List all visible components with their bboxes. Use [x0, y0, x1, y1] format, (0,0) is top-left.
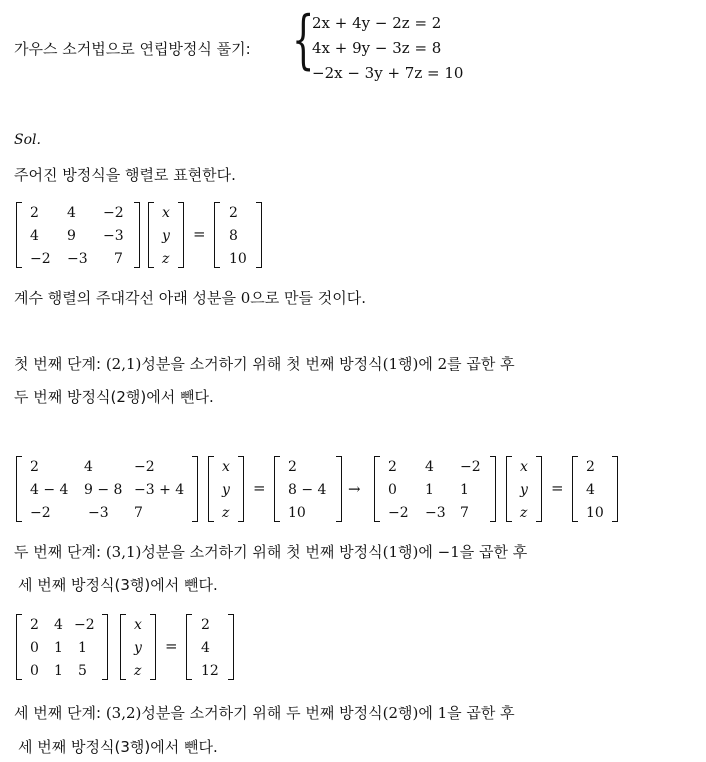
- matrix-cell: 2: [30, 205, 39, 221]
- step1-title: 첫 번째 단계:: [14, 355, 102, 373]
- matrix-cell: 7: [134, 505, 143, 521]
- goal-text-post: 으로 만들 것이다.: [250, 289, 367, 307]
- vector-cell: 10: [586, 505, 604, 521]
- matrix-cell: −3: [88, 505, 109, 521]
- matrix-cell: −3: [103, 228, 124, 244]
- matrix-cell: 4: [30, 228, 39, 244]
- vector-cell: x: [222, 459, 230, 475]
- step2-vector-x: [120, 614, 156, 680]
- step1-matrix-right: [374, 456, 496, 522]
- matrix-cell: −2: [388, 505, 409, 521]
- left-brace: {: [292, 3, 315, 77]
- matrix-cell: −2: [460, 459, 481, 475]
- step1-text-a: 성분을 소거하기 위해 첫 번째 방정식: [141, 355, 383, 373]
- matrix-cell: 4: [54, 617, 63, 633]
- vector-cell: y: [134, 640, 142, 656]
- vector-cell: z: [162, 251, 170, 267]
- step2-matrix: [16, 614, 108, 680]
- vector-cell: z: [222, 505, 230, 521]
- step3-line2: 세 번째 방정식(3행)에서 뺀다.: [18, 738, 218, 756]
- matrix-A: [16, 202, 140, 268]
- matrix-cell: 1: [54, 640, 63, 656]
- vector-cell: 4: [201, 640, 210, 656]
- step3-text-b: 에: [418, 704, 433, 722]
- vector-cell: y: [222, 482, 230, 498]
- vector-cell: 10: [288, 505, 306, 521]
- equals-sign: =: [165, 637, 178, 655]
- matrix-cell: −3 + 4: [134, 482, 185, 498]
- step1-row-ref: (1행): [382, 355, 419, 373]
- step3-title: 세 번째 단계:: [14, 704, 102, 722]
- vector-cell: 4: [586, 482, 595, 498]
- matrix-cell: 7: [460, 505, 469, 521]
- step2-position: (3,1): [105, 543, 142, 561]
- step1-line1: [14, 353, 515, 374]
- matrix-cell: 2: [30, 617, 39, 633]
- step1-line2: 두 번째 방정식(2행)에서 뺀다.: [14, 388, 214, 406]
- matrix-cell: 1: [460, 482, 469, 498]
- matrix-cell: −2: [30, 251, 51, 267]
- sentence-matrix-form: 주어진 방정식을 행렬로 표현한다.: [14, 166, 236, 184]
- step1-factor: 2: [437, 355, 448, 373]
- equals-sign: =: [253, 479, 266, 497]
- step1-vector-x-right: [506, 456, 542, 522]
- matrix-cell: 5: [78, 663, 87, 679]
- matrix-cell: 4: [425, 459, 434, 475]
- step3-factor: 1: [437, 704, 448, 722]
- vector-cell: x: [520, 459, 528, 475]
- step3-position: (3,2): [105, 704, 142, 722]
- step2-line1: [14, 541, 527, 562]
- matrix-cell: 9: [67, 228, 76, 244]
- matrix-cell: 9 − 8: [84, 482, 123, 498]
- step3-text-a: 성분을 소거하기 위해 두 번째 방정식: [141, 704, 383, 722]
- matrix-cell: −2: [103, 205, 124, 221]
- step2-rhs: [186, 614, 234, 680]
- sol-label: Sol.: [14, 132, 41, 148]
- matrix-cell: 4: [84, 459, 93, 475]
- step2-title: 두 번째 단계:: [14, 543, 102, 561]
- step2-factor: −1: [437, 543, 460, 561]
- vector-b: [214, 202, 262, 268]
- vector-cell: 2: [201, 617, 210, 633]
- vector-cell: x: [134, 617, 142, 633]
- vector-cell: y: [520, 482, 528, 498]
- matrix-cell: 4: [67, 205, 76, 221]
- matrix-cell: 1: [425, 482, 434, 498]
- step3-line1: [14, 702, 515, 723]
- step3-row-ref: (2행): [382, 704, 419, 722]
- step1-position: (2,1): [105, 355, 142, 373]
- matrix-cell: 1: [54, 663, 63, 679]
- vector-cell: 12: [201, 663, 219, 679]
- matrix-cell: 0: [30, 640, 39, 656]
- matrix-cell: −2: [134, 459, 155, 475]
- step2-line2: 세 번째 방정식(3행)에서 뺀다.: [18, 576, 218, 594]
- equals-sign: =: [551, 479, 564, 497]
- vector-cell: 10: [229, 251, 247, 267]
- vector-cell: 8: [229, 228, 238, 244]
- step1-matrix-left: [16, 456, 198, 522]
- matrix-cell: 1: [78, 640, 87, 656]
- arrow-icon: →: [348, 480, 361, 498]
- intro-label: 가우스 소거법으로 연립방정식 풀기:: [14, 40, 251, 58]
- equals-sign: =: [193, 225, 206, 243]
- step1-rhs-left: [274, 456, 342, 522]
- vector-cell: z: [520, 505, 528, 521]
- vector-cell: x: [162, 205, 170, 221]
- matrix-cell: 0: [388, 482, 397, 498]
- matrix-cell: 2: [30, 459, 39, 475]
- vector-cell: 2: [586, 459, 595, 475]
- vector-cell: z: [134, 663, 142, 679]
- matrix-cell: −3: [67, 251, 88, 267]
- step1-text-c: 를 곱한 후: [447, 355, 515, 373]
- matrix-cell: −2: [30, 505, 51, 521]
- equation-2: 4x + 9y − 3z = 8: [312, 39, 442, 57]
- matrix-cell: 7: [114, 251, 123, 267]
- vector-cell: 2: [288, 459, 297, 475]
- matrix-cell: −3: [425, 505, 446, 521]
- step3-text-c: 을 곱한 후: [447, 704, 515, 722]
- vector-cell: 2: [229, 205, 238, 221]
- matrix-cell: −2: [74, 617, 95, 633]
- goal-number: 0: [240, 289, 251, 307]
- step1-rhs-right: [572, 456, 618, 522]
- matrix-cell: 2: [388, 459, 397, 475]
- step2-row-ref: (1행): [382, 543, 419, 561]
- equation-1: 2x + 4y − 2z = 2: [312, 14, 442, 32]
- goal-text-pre: 계수 행렬의 주대각선 아래 성분을: [14, 289, 236, 307]
- vector-x: [148, 202, 184, 268]
- step2-text-b: 에: [418, 543, 433, 561]
- step1-text-b: 에: [418, 355, 433, 373]
- matrix-cell: 0: [30, 663, 39, 679]
- step2-text-a: 성분을 소거하기 위해 첫 번째 방정식: [141, 543, 383, 561]
- matrix-cell: 4 − 4: [30, 482, 69, 498]
- sentence-goal: [14, 287, 366, 308]
- vector-cell: 8 − 4: [288, 482, 327, 498]
- step2-text-c: 을 곱한 후: [459, 543, 528, 561]
- equation-3: −2x − 3y + 7z = 10: [312, 64, 464, 82]
- vector-cell: y: [162, 228, 170, 244]
- step1-vector-x-left: [208, 456, 244, 522]
